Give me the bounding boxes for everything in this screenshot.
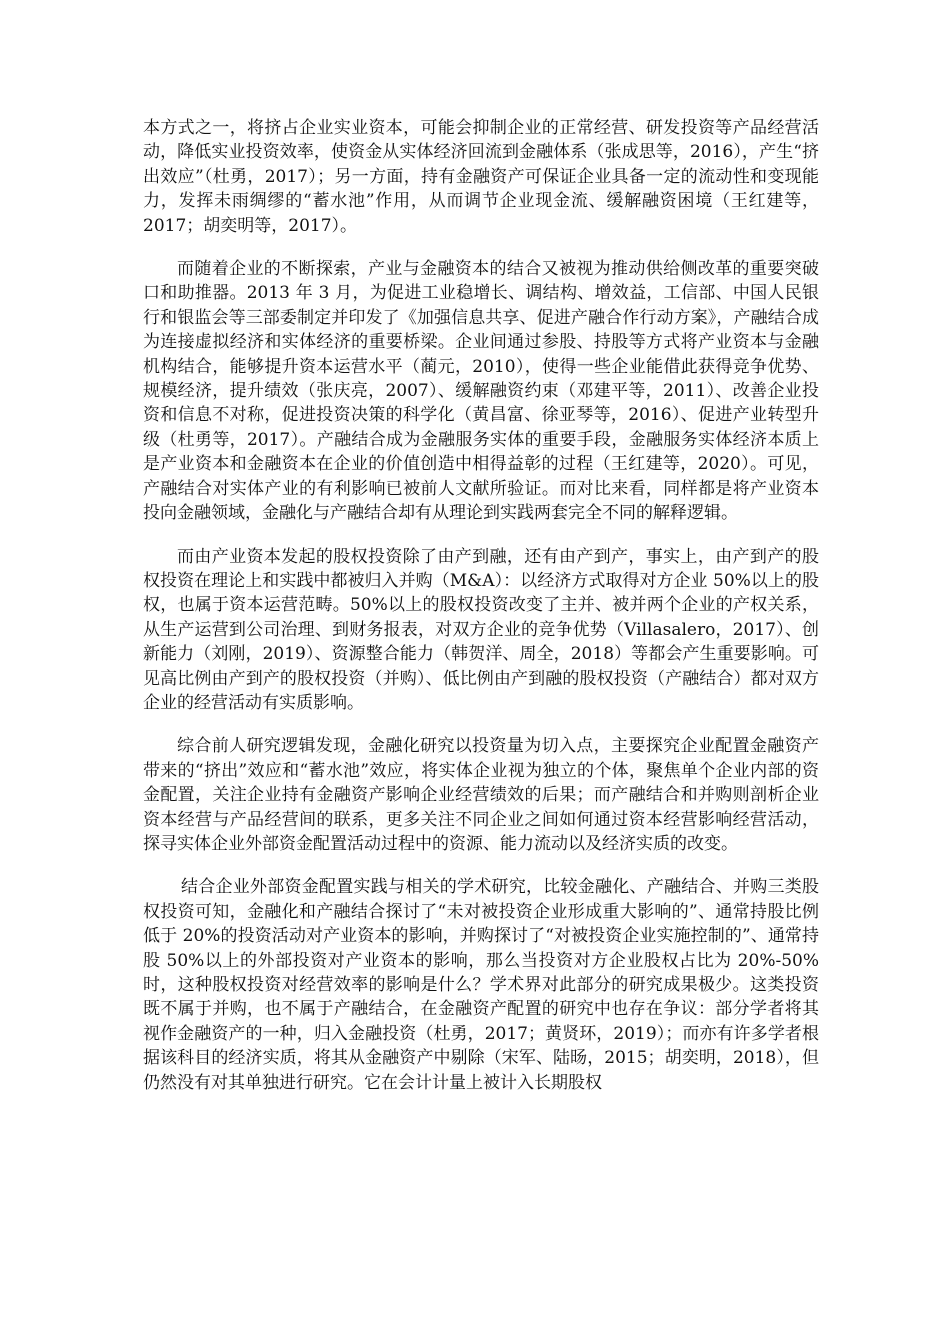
document-body bbox=[143, 116, 819, 1114]
paragraph-3: 而由产业资本发起的股权投资除了由产到融，还有由产到产，事实上，由产到产的股权投资在理论上和实践中都被归入并购（M&A）：以经济方式取得对方企业 50%以上的股权，也属于资本运营范畴。50%以上的股权投资改变了主并、被并两个企业的产权关系，从生产运营到公司治理、到财务报表，对双方企业的竞争优势（Villasalero，2017）、创新能力（刘刚，2019）、资源整合能力（韩贺洋、周全，2018）等都会产生重要影响。可见高比例由产到产的股权投资（并购）、低比例由产到融的股权投资（产融结合）都对双方企业的经营活动有实质影响。 bbox=[143, 546, 819, 713]
paragraph-2: 而随着企业的不断探索，产业与金融资本的结合又被视为推动供给侧改革的重要突破口和助推器。2013 年 3 月，为促进工业稳增长、调结构、增效益，工信部、中国人民银行和银监会等三部委制定并印发了《加强信息共享、促进产融合作行动方案》，产融结合成为连接虚拟经济和实体经济的重要桥梁。企业间通过参股、持股等方式将产业资本与金融机构结合，能够提升资本运营水平（蔺元，2010），使得一些企业能借此获得竞争优势、规模经济，提升绩效（张庆亮，2007）、缓解融资约束（邓建平等，2011）、改善企业投资和信息不对称，促进投资决策的科学化（黄昌富、徐亚琴等，2016）、促进产业转型升级（杜勇等，2017）。产融结合成为金融服务实体的重要手段，金融服务实体经济本质上是产业资本和金融资本在企业的价值创造中相得益彰的过程（王红建等，2020）。可见，产融结合对实体产业的有利影响已被前人文献所验证。而对比来看，同样都是将产业资本投向金融领域，金融化与产融结合却有从理论到实践两套完全不同的解释逻辑。 bbox=[143, 259, 819, 524]
paragraph-4: 综合前人研究逻辑发现，金融化研究以投资量为切入点，主要探究企业配置金融资产带来的“挤出”效应和“蓄水池”效应，将实体企业视为独立的个体，聚焦单个企业内部的资金配置，关注企业持有金融资产影响企业经营绩效的后果；而产融结合和并购则剖析企业资本经营与产品经营间的联系，更多关注不同企业之间如何通过资本经营影响经营活动，探寻实体企业外部资金配置活动过程中的资源、能力流动以及经济实质的改变。 bbox=[143, 736, 819, 854]
paragraph-1: 本方式之一，将挤占企业实业资本，可能会抑制企业的正常经营、研发投资等产品经营活动，降低实业投资效率，使资金从实体经济回流到金融体系（张成思等，2016），产生“挤出效应”（杜勇，2017）；另一方面，持有金融资产可保证企业具备一定的流动性和变现能力，发挥未雨绸缪的“蓄水池”作用，从而调节企业现金流、缓解融资困境（王红建等，2017；胡奕明等，2017）。 bbox=[143, 118, 819, 236]
paragraph-5: 结合企业外部资金配置实践与相关的学术研究，比较金融化、产融结合、并购三类股权投资可知，金融化和产融结合探讨了“未对被投资企业形成重大影响的”、通常持股比例低于 20%的投资活动对产业资本的影响，并购探讨了“对被投资企业实施控制的”、通常持股 50%以上的外部投资对产业资本的影响，那么当投资对方企业股权占比为 20%-50%时，这种股权投资对经营效率的影响是什么？学术界对此部分的研究成果极少。这类投资既不属于并购，也不属于产融结合，在金融资产配置的研究中也存在争议：部分学者将其视作金融资产的一种，归入金融投资（杜勇，2017；黄贤环，2019）；而亦有许多学者根据该科目的经济实质，将其从金融资产中剔除（宋军、陆旸，2015；胡奕明，2018），但仍然没有对其单独进行研究。它在会计计量上被计入长期股权 bbox=[143, 877, 819, 1093]
